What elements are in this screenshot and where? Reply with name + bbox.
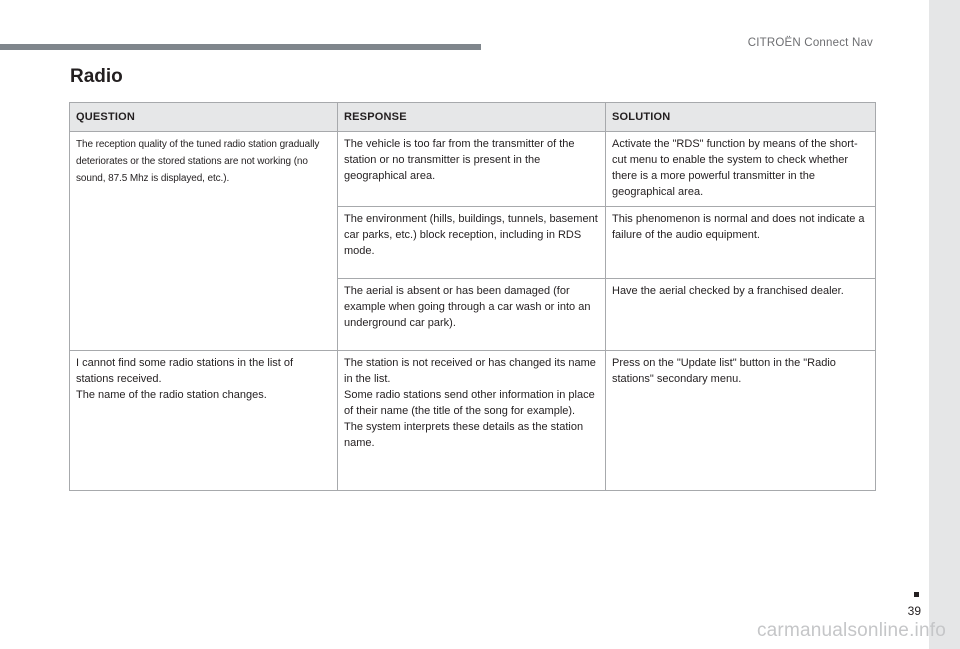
question-cell: I cannot find some radio stations in the list of stations received. The name of the radio station changes. bbox=[70, 351, 338, 491]
response-cell: The environment (hills, buildings, tunnels, basement car parks, etc.) block reception, including in RDS mode. bbox=[338, 207, 606, 279]
response-cell: The station is not received or has changed its name in the list. Some radio stations send other information in place of their name (the title of the song for example). The system interprets these details as the station name. bbox=[338, 351, 606, 491]
response-cell: The vehicle is too far from the transmitter of the station or no transmitter is present in the geographical area. bbox=[338, 132, 606, 207]
page-marker bbox=[914, 592, 919, 597]
page-title: Radio bbox=[70, 66, 123, 87]
table-row bbox=[70, 132, 876, 207]
table-header-row bbox=[70, 103, 876, 132]
response-cell: The aerial is absent or has been damaged (for example when going through a car wash or into an underground car park). bbox=[338, 279, 606, 351]
column-header-solution: SOLUTION bbox=[606, 103, 876, 132]
header-brand: CITROËN Connect Nav bbox=[747, 37, 873, 49]
solution-cell: Activate the "RDS" function by means of the short-cut menu to enable the system to check whether there is a more powerful transmitter in the geographical area. bbox=[606, 132, 876, 207]
solution-cell: Press on the "Update list" button in the "Radio stations" secondary menu. bbox=[606, 351, 876, 491]
table-row bbox=[70, 351, 876, 491]
solution-cell: This phenomenon is normal and does not indicate a failure of the audio equipment. bbox=[606, 207, 876, 279]
column-header-response: RESPONSE bbox=[338, 103, 606, 132]
question-cell: The reception quality of the tuned radio station gradually deteriorates or the stored stations are not working (no sound, 87.5 Mhz is displayed, etc.). bbox=[70, 132, 338, 351]
solution-cell: Have the aerial checked by a franchised dealer. bbox=[606, 279, 876, 351]
column-header-question: QUESTION bbox=[70, 103, 338, 132]
faq-table bbox=[69, 102, 876, 491]
page-number: 39 bbox=[907, 604, 921, 618]
side-margin-strip bbox=[929, 0, 960, 649]
watermark: carmanualsonline.info bbox=[756, 620, 946, 641]
header-rule bbox=[0, 44, 481, 50]
